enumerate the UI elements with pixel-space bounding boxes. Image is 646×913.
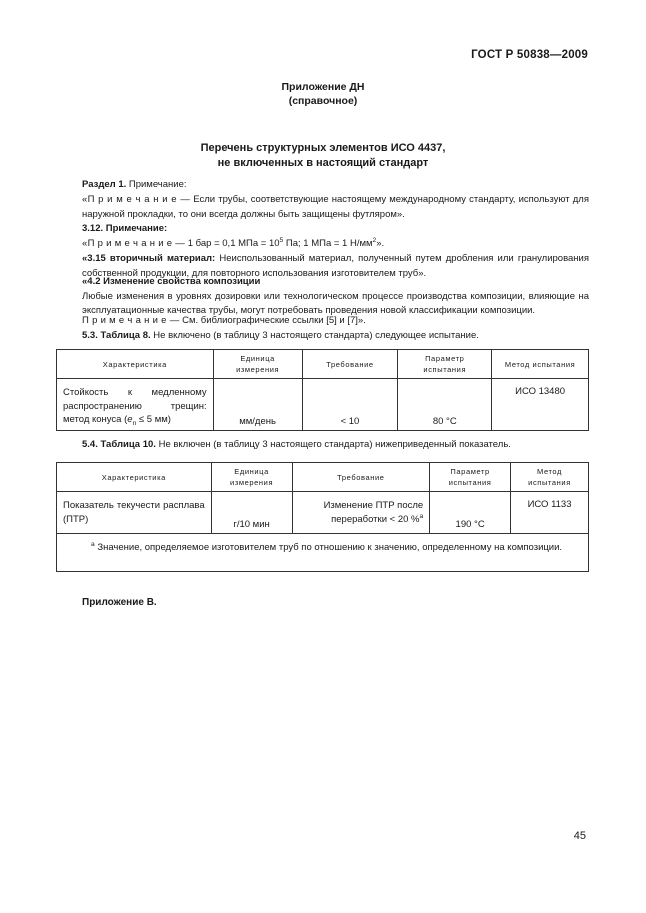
section-5-4 [82, 438, 589, 453]
table-footnote: $^а$ Значение, определяемое изготовителем труб по отношению к значению, определенному на композиции. [57, 534, 589, 572]
note2-sup1: 5 [279, 236, 284, 244]
cell-characteristic: Стойкость к медленному распространению трещин: метод конуса ($e_n \le 5$ мм) [57, 379, 214, 431]
header-test-parameter: Параметр испытания [430, 463, 511, 492]
standard-code: ГОСТ Р 50838—2009 [471, 49, 588, 61]
note1-prefix: «П р и м е ч а н и е — [82, 194, 191, 205]
table-8-excerpt [56, 349, 589, 431]
cell-unit: мм/день [213, 379, 302, 431]
note2-text3: ». [376, 238, 385, 249]
cell-test-parameter: 80 °С [398, 379, 492, 431]
s312-label: 3.12. Примечание: [82, 223, 168, 234]
cell-test-method: ИСО 13480 [492, 379, 589, 431]
note3-prefix: П р и м е ч а н и е — [82, 315, 180, 326]
s54-label: 5.4. Таблица 10. [82, 439, 156, 450]
annex-b-heading: Приложение В. [82, 597, 157, 608]
section-4-2 [82, 275, 589, 319]
cell-test-method: ИСО 1133 [511, 492, 589, 534]
header-test-method: Метод испытания [511, 463, 589, 492]
note-3 [82, 314, 589, 329]
s42-label: «4.2 Изменение свойства композиции [82, 276, 261, 287]
section1-label: Раздел 1. [82, 179, 127, 190]
list-title-line2: не включенных в настоящий стандарт [217, 157, 429, 169]
header-test-method: Метод испытания [492, 350, 589, 379]
s315-text: Неиспользованный материал, полученный путем дробления или гранулирования собственной продукции, для повторного использования изготовителем труб». [82, 253, 590, 279]
note2-text2: Па; 1 МПа = 1 Н/мм [283, 238, 373, 249]
header-requirement: Требование [292, 463, 430, 492]
note1-text: Если трубы, соответствующие настоящему международному стандарту, используют для наружной прокладки, то они всегда должны быть защищены футляром». [82, 194, 589, 220]
header-unit: Единица измерения [211, 463, 292, 492]
section-5-3 [82, 329, 589, 344]
annex-title [0, 80, 646, 108]
note3-text: См. библиографические ссылки [5] и [7]». [179, 315, 366, 326]
list-title-line1: Перечень структурных элементов ИСО 4437, [200, 142, 446, 154]
cell-requirement: Изменение ПТР после переработки < 20 %$^а$ [292, 492, 430, 534]
s42-text: Любые изменения в уровнях дозировки или технологическом процессе производства композиции, влияющие на эксплуатационные качества трубы, могут потребовать проведения новой классификации композиции. [82, 290, 589, 316]
cell-unit: г/10 мин [211, 492, 292, 534]
s53-label: 5.3. Таблица 8. [82, 330, 151, 341]
table-10-excerpt [56, 462, 589, 572]
cell-requirement: < 10 [302, 379, 398, 431]
section-3-12 [82, 222, 589, 237]
s315-label: «3.15 вторичный материал: [82, 253, 216, 264]
note-2 [82, 237, 589, 252]
section1-text: Примечание: [126, 179, 187, 190]
annex-title-line: Приложение ДН [281, 81, 365, 93]
header-unit: Единица измерения [213, 350, 302, 379]
page-number: 45 [573, 830, 586, 842]
list-title [0, 141, 646, 171]
note-1 [82, 193, 589, 222]
note2-prefix: «П р и м е ч а н и е — [82, 238, 186, 249]
note2-text1: 1 бар = 0,1 МПа = 10 [185, 238, 280, 249]
cell-characteristic: Показатель текучести расплава (ПТР) [57, 492, 212, 534]
header-characteristic: Характеристика [57, 350, 214, 379]
section-1 [82, 178, 589, 193]
note2-sup2: 2 [372, 236, 377, 244]
header-requirement: Требование [302, 350, 398, 379]
header-characteristic: Характеристика [57, 463, 212, 492]
annex-subtitle: (справочное) [288, 95, 358, 107]
header-test-parameter: Параметр испытания [398, 350, 492, 379]
cell-test-parameter: 190 °С [430, 492, 511, 534]
s53-text: Не включено (в таблицу 3 настоящего стандарта) следующее испытание. [150, 330, 479, 341]
s54-text: Не включен (в таблицу 3 настоящего стандарта) нижеприведенный показатель. [155, 439, 511, 450]
